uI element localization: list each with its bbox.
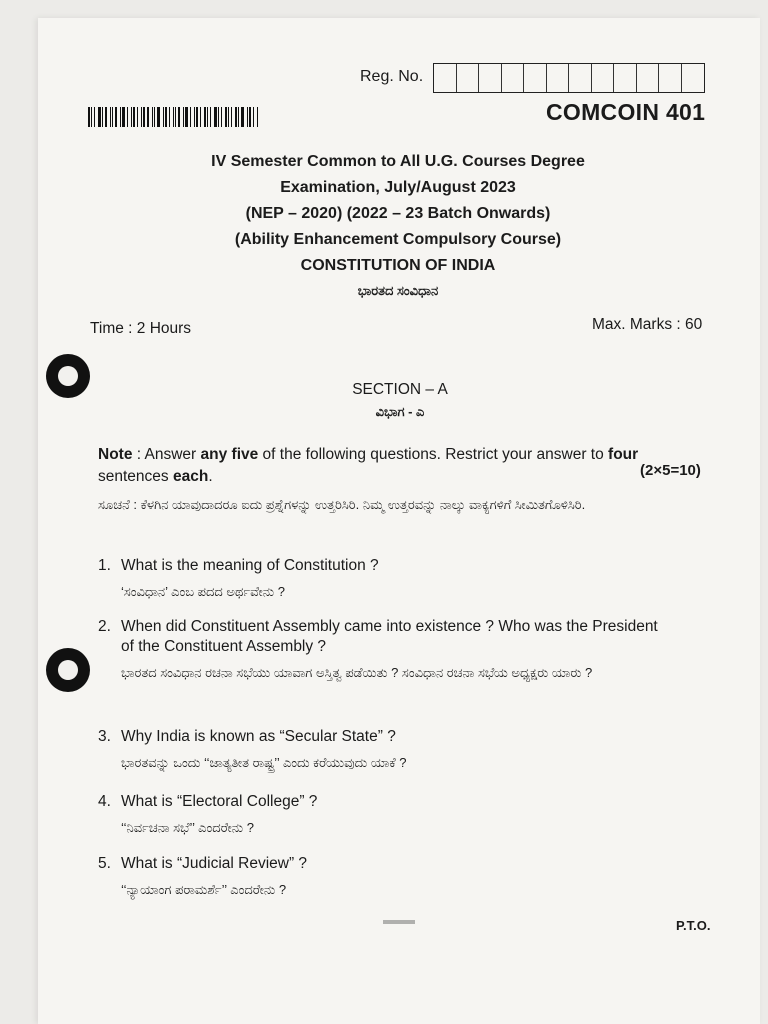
section-title: SECTION – A (352, 381, 448, 398)
barcode-bar (257, 107, 258, 127)
title-line-1: IV Semester Common to All U.G. Courses Degree (211, 153, 585, 170)
barcode-bar (141, 107, 142, 127)
punch-hole-bottom (46, 648, 90, 692)
max-marks: Max. Marks : 60 (592, 316, 703, 333)
reg-no-box[interactable] (502, 64, 525, 92)
punch-hole-top (46, 354, 90, 398)
barcode-bar (143, 107, 145, 127)
barcode-bar (112, 107, 113, 127)
barcode-bar (218, 107, 219, 127)
barcode-bar (91, 107, 92, 127)
title-kannada: ಭಾರತದ ಸಂವಿಧಾನ (357, 283, 439, 298)
barcode-bar (175, 107, 176, 127)
barcode-bar (221, 107, 222, 127)
barcode-bar (183, 107, 184, 127)
barcode-bar (247, 107, 248, 127)
reg-no-box[interactable] (479, 64, 502, 92)
barcode-bar (88, 107, 90, 127)
barcode-bar (157, 107, 160, 127)
barcode-bar (137, 107, 138, 127)
barcode-bar (241, 107, 244, 127)
barcode-bar (185, 107, 188, 127)
title-line-4: (Ability Enhancement Compulsory Course) (234, 231, 562, 248)
reg-no-box[interactable] (457, 64, 480, 92)
barcode-bar (163, 107, 164, 127)
section-title-kannada: ವಿಭಾಗ - ಎ (375, 404, 425, 419)
note-prefix: Note (98, 446, 133, 463)
reg-no-box[interactable] (592, 64, 615, 92)
exam-title-block (120, 149, 676, 303)
reg-no-box[interactable] (569, 64, 592, 92)
barcode-bar (238, 107, 239, 127)
barcode-bar (115, 107, 117, 127)
barcode-bar (147, 107, 149, 127)
note-marks: (2×5=10) (640, 462, 701, 479)
barcode-bar (214, 107, 217, 127)
title-line-3: (NEP – 2020) (2022 – 23 Batch Onwards) (245, 205, 551, 222)
barcode-bar (154, 107, 155, 127)
barcode-bar (173, 107, 174, 127)
reg-no-box[interactable] (614, 64, 637, 92)
reg-no-box[interactable] (524, 64, 547, 92)
ink-smudge (383, 920, 415, 924)
barcode-bar (196, 107, 198, 127)
barcode-bar (102, 107, 103, 127)
reg-no-box[interactable] (547, 64, 570, 92)
question-3: 3. Why India is known as “Secular State” ? ಭಾರತವನ್ನು ಒಂದು ‘‘ಜಾತ್ಯತೀತ ರಾಷ್ಟ್ರ’’ ಎಂದು ಕರೆಯುವುದು ಯಾಕೆ ? (98, 728, 407, 770)
time-allowed: Time : 2 Hours (90, 320, 192, 337)
barcode-bar (131, 107, 132, 127)
barcode-bar (228, 107, 229, 127)
barcode-bar (178, 107, 180, 127)
barcode-bar (152, 107, 153, 127)
note-kannada: ಸೂಚನೆ : ಕೆಳಗಿನ ಯಾವುದಾದರೂ ಐದು ಪ್ರಶ್ನೆಗಳನ್ನು ಉತ್ತರಿಸಿರಿ. ನಿಮ್ಮ ಉತ್ತರವನ್ನು ನಾಲ್ಕು ವಾಕ್ಯಗಳಿಗೆ ಸೀಮಿತಗೊಳಿಸಿರಿ. (98, 497, 586, 512)
reg-no-box[interactable] (637, 64, 660, 92)
pto-label: P.T.O. (676, 918, 711, 933)
question-2: 2. When did Constituent Assembly came into existence ? Who was the President of the Constituent Assembly ? ಭಾರತದ ಸಂವಿಧಾನ ರಚನಾ ಸಭೆಯು ಯಾವಾಗ ಅಸ್ತಿತ್ವ ಪಡೆಯಿತು ? ಸಂವಿಧಾನ ರಚನಾ ಸಭೆಯ ಅಧ್ಯಕ್ಷರು ಯಾರು ? (98, 618, 658, 680)
barcode-bar (94, 107, 95, 127)
title-line-5: CONSTITUTION OF INDIA (300, 257, 496, 274)
barcode-bar (249, 107, 251, 127)
barcode-bar (110, 107, 111, 127)
paper-code: COMCOIN 401 (546, 99, 706, 125)
note-instruction: Note : Answer any five of the following questions. Restrict your answer to four sentences each. (98, 446, 639, 485)
barcode-bar (122, 107, 125, 127)
barcode-bar (133, 107, 135, 127)
reg-no-label: Reg. No. (360, 68, 424, 85)
question-1: 1. What is the meaning of Constitution ? ‘ಸಂವಿಧಾನ’ ಎಂಬ ಪದದ ಅರ್ಥವೇನು ? (98, 557, 379, 599)
reg-no-boxes[interactable] (433, 63, 705, 93)
barcode-bar (190, 107, 191, 127)
barcode-bar (200, 107, 201, 127)
barcode-bar (105, 107, 107, 127)
barcode-bar (210, 107, 211, 127)
barcode-bar (98, 107, 101, 127)
barcode-bar (204, 107, 206, 127)
barcode-bar (225, 107, 227, 127)
question-5: 5. What is “Judicial Review” ? ‘‘ನ್ಯಾಯಾಂಗ ಪರಾಮರ್ಶೆ’’ ಎಂದರೇನು ? (98, 855, 308, 897)
barcode-bar (127, 107, 128, 127)
barcode-bar (231, 107, 232, 127)
barcode-bar (235, 107, 237, 127)
barcode (88, 107, 260, 127)
barcode-bar (120, 107, 121, 127)
reg-no-box[interactable] (434, 64, 457, 92)
barcode-bar (194, 107, 195, 127)
barcode-bar (253, 107, 254, 127)
reg-no-box[interactable] (659, 64, 682, 92)
barcode-bar (169, 107, 170, 127)
reg-no-box[interactable] (682, 64, 705, 92)
question-4: 4. What is “Electoral College” ? ‘‘ನಿರ್ವಚನಾ ಸಭೆ’’ ಎಂದರೇನು ? (98, 793, 318, 835)
barcode-bar (165, 107, 167, 127)
barcode-bar (207, 107, 208, 127)
title-line-2: Examination, July/August 2023 (280, 179, 516, 196)
